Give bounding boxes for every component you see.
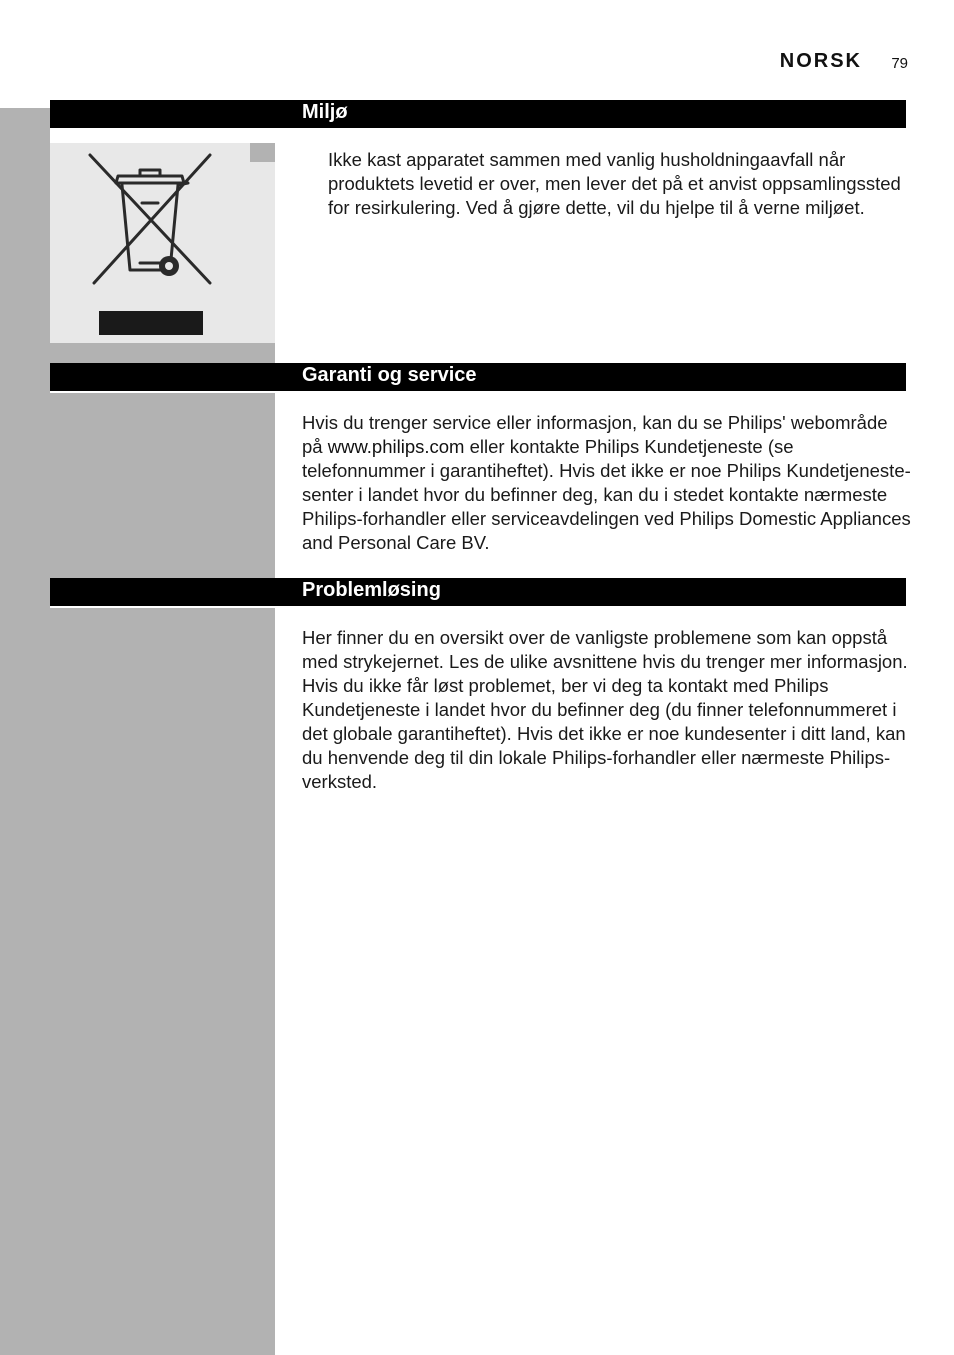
garanti-text-part2: eller kontakte Philips Kundetjeneste (se telefonnummer i garantiheftet). Hvis det ikke er noe Philips Kundetjeneste-senter i landet hvor du befinner deg, kan du i stedet kontakte nærmeste Philips-forhandler eller serviceavdelingen ved Philips Domestic Appliances and Personal Care BV. [302, 436, 911, 553]
section-title: Problemløsing [302, 579, 441, 601]
white-band [50, 606, 275, 608]
section-title: Garanti og service [302, 364, 477, 386]
philips-website-link[interactable]: www.philips.com [327, 436, 465, 457]
garanti-text-part1: Hvis du trenger service eller informasjon, kan du se Philips' webområde på [302, 412, 888, 457]
problemlosing-text: Her finner du en oversikt over de vanligste problemene som kan oppstå med strykejernet. Les de ulike avsnittene hvis du trenger mer informasjon. Hvis du ikke får løst problemet, ber vi deg ta kontakt med Philips Kundetjeneste i landet hvor du befinner deg (du finner telefonnummeret i det globale garantiheftet). Hvis det ikke er noe kundesenter i ditt land, kan du henvende deg til din lokale Philips-forhandler eller nærmeste Philips-verksted. [302, 627, 908, 792]
section-header-problemlosing [50, 578, 906, 606]
white-band [50, 391, 275, 393]
section-header-garanti [50, 363, 906, 391]
crossed-out-wheelie-bin-icon [50, 143, 250, 343]
image-panel-extension [250, 162, 275, 343]
miljo-text: Ikke kast apparatet sammen med vanlig husholdningaavfall når produktets levetid er over, men lever det på et anvist oppsamlingssted for resirkulering. Ved å gjøre dette, vil du hjelpe til å verne miljøet. [328, 149, 901, 218]
page-number: 79 [891, 55, 908, 72]
garanti-text [302, 411, 912, 555]
section-title: Miljø [302, 101, 348, 123]
language-label: NORSK [779, 50, 862, 72]
section-header-miljo [50, 100, 906, 128]
white-band [50, 128, 275, 143]
bin-underline-bar [99, 311, 203, 335]
image-panel [50, 143, 250, 343]
